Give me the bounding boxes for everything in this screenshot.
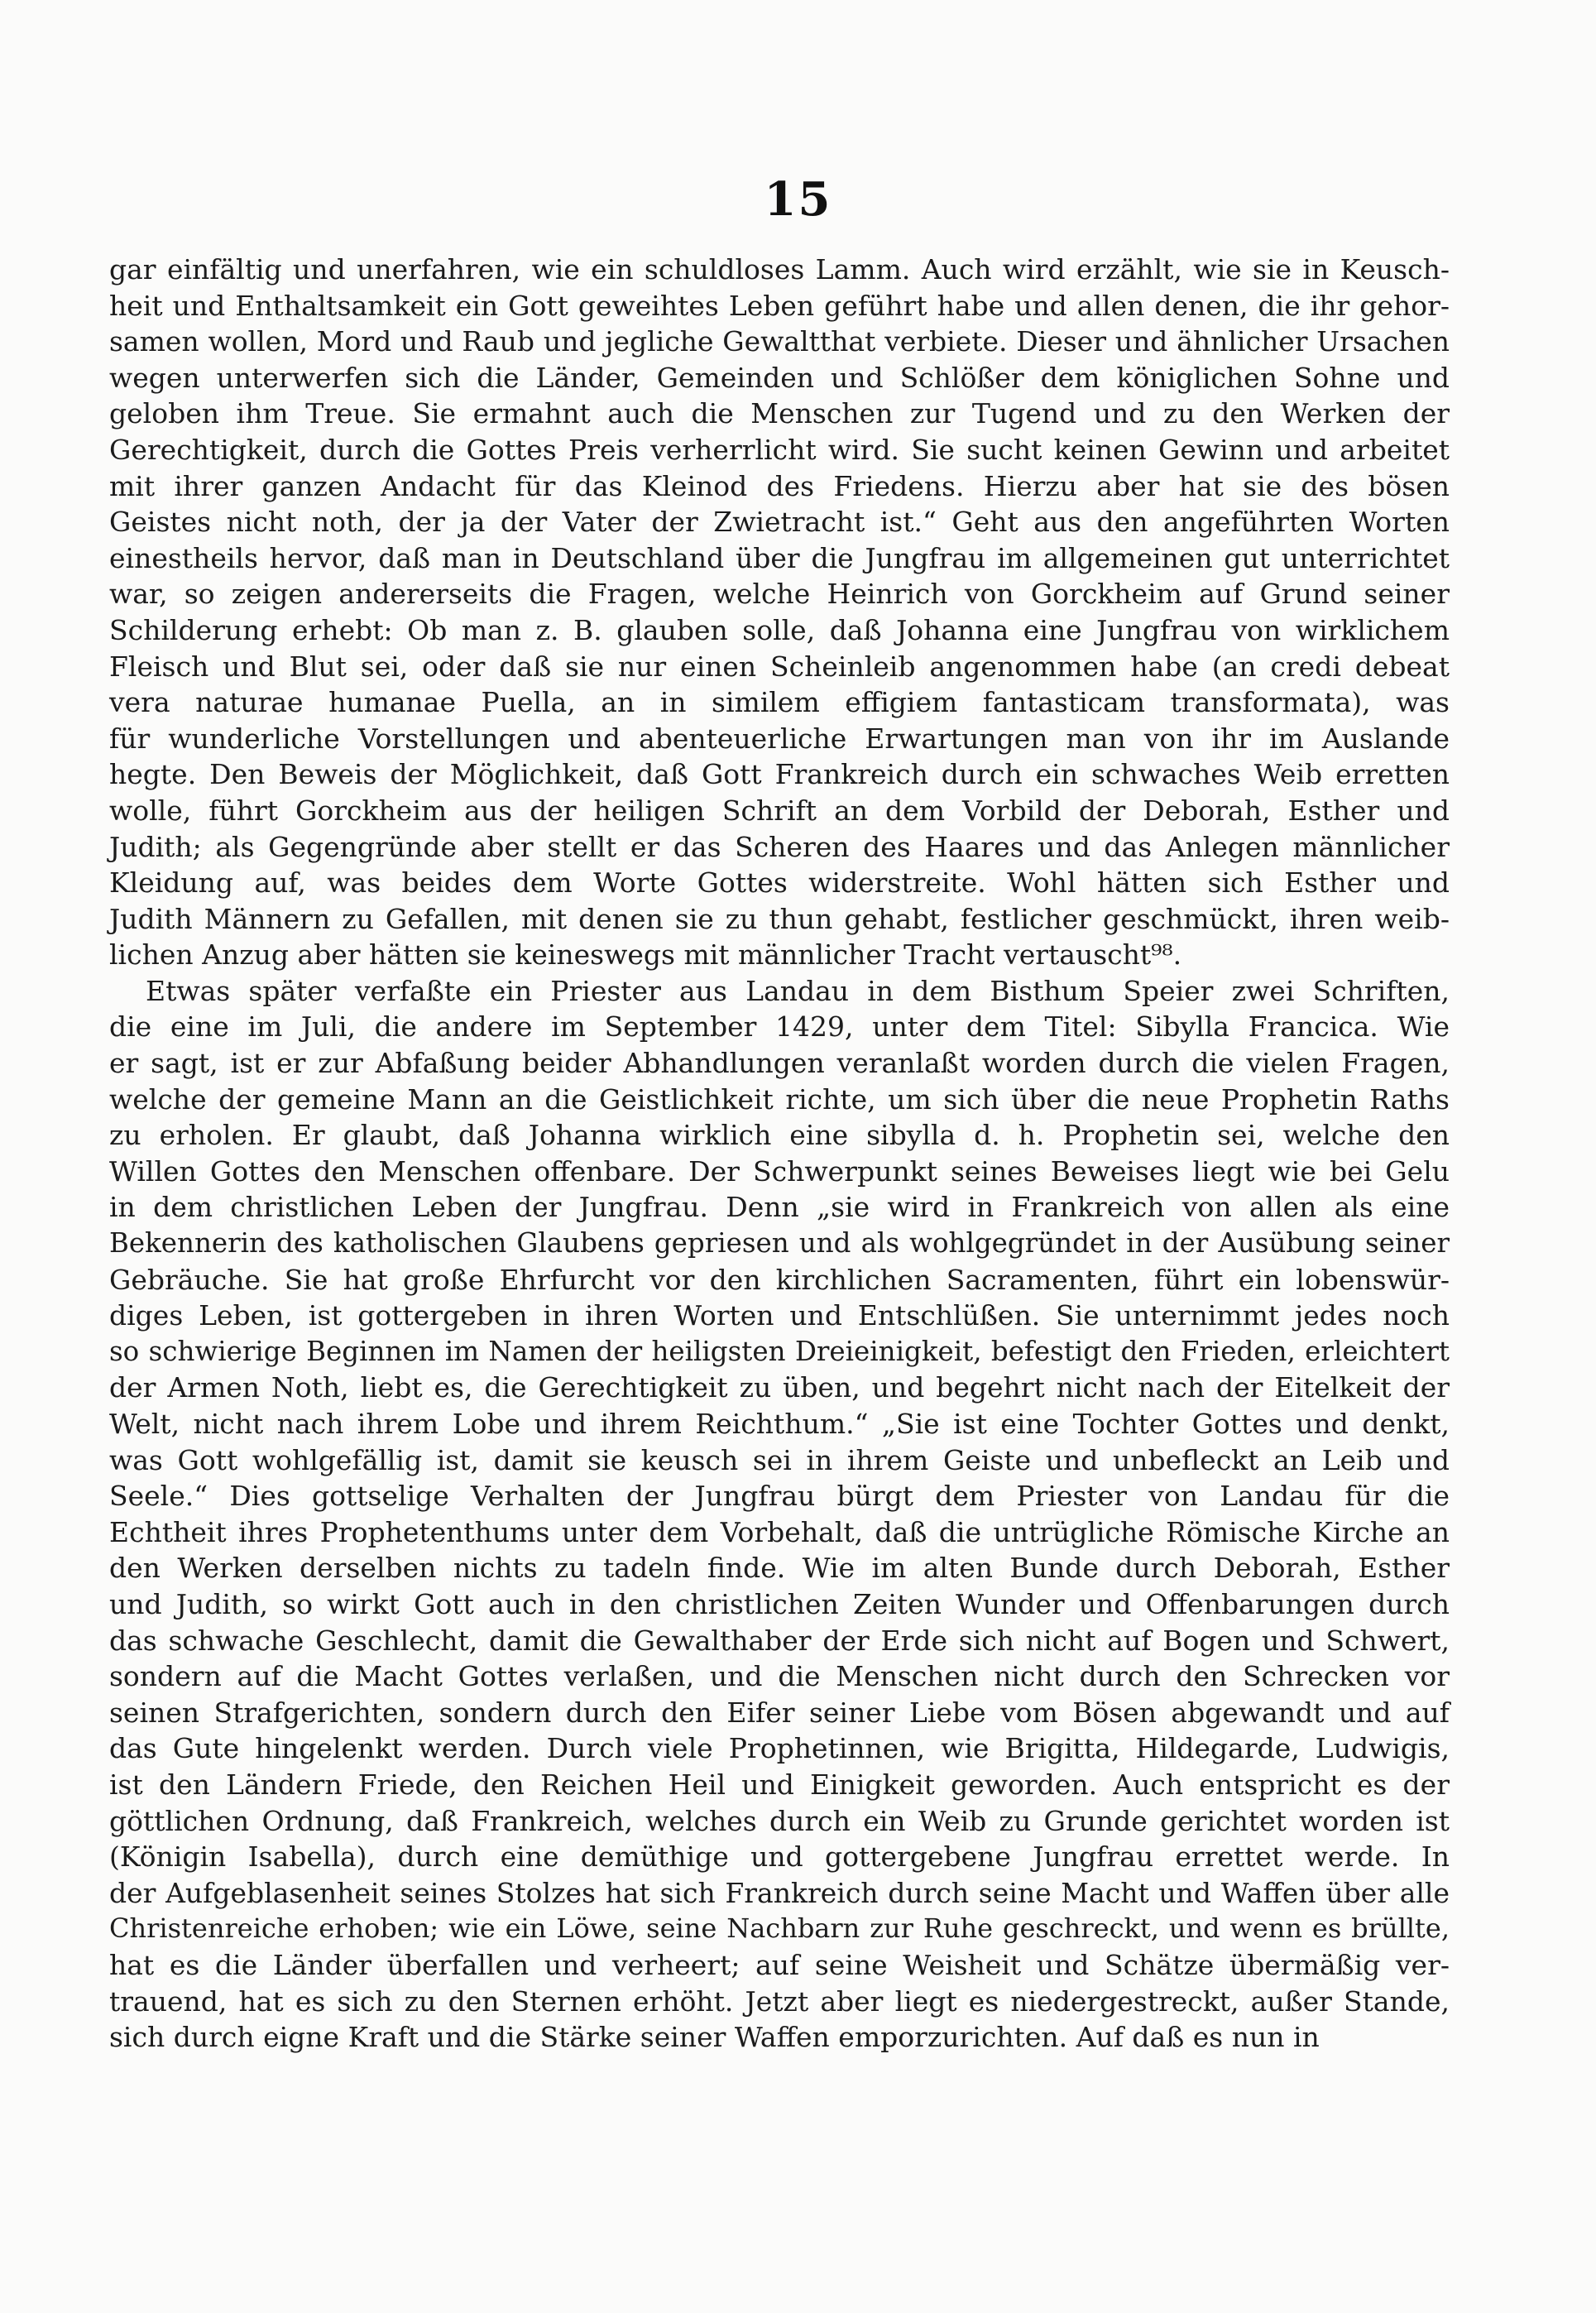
text-line: seinen Strafgerichten, sondern durch den Eifer seiner Liebe vom Bösen abgewandt und auf [109, 1696, 1450, 1729]
text-line: einestheils hervor, daß man in Deutschland über die Jungfrau im allgemeinen gut unterrichtet [109, 541, 1450, 574]
text-line: das schwache Geschlecht, damit die Gewalthaber der Erde sich nicht auf Bogen und Schwert, [109, 1624, 1450, 1657]
text-line: den Werken derselben nichts zu tadeln finde. Wie im alten Bunde durch Deborah, Esther [109, 1552, 1450, 1585]
text-line: diges Leben, ist gottergeben in ihren Worten und Entschlüßen. Sie unternimmt jedes noch [109, 1299, 1450, 1332]
text-line: gar einfältig und unerfahren, wie ein schuldloses Lamm. Auch wird erzählt, wie sie in Keusch- [109, 253, 1450, 286]
text-line: die eine im Juli, die andere im September 1429, unter dem Titel: Sibylla Francica. Wie [109, 1010, 1450, 1044]
text-line: war, so zeigen andererseits die Fragen, welche Heinrich von Gorckheim auf Grund seiner [109, 578, 1450, 611]
text-line: hat es die Länder überfallen und verheert; auf seine Weisheit und Schätze übermäßig ver- [109, 1948, 1450, 1981]
text-line: heit und Enthaltsamkeit ein Gott geweihtes Leben geführt habe und allen denen, die ihr gehor- [109, 289, 1450, 322]
text-line: und Judith, so wirkt Gott auch in den christlichen Zeiten Wunder und Offenbarungen durch [109, 1587, 1450, 1620]
text-line: Echtheit ihres Prophetenthums unter dem Vorbehalt, daß die untrügliche Römische Kirche an [109, 1515, 1450, 1548]
text-line: Geistes nicht noth, der ja der Vater der Zwietracht ist.“ Geht aus den angeführten Worten [109, 506, 1450, 539]
text-line: welche der gemeine Mann an die Geistlichkeit richte, um sich über die neue Prophetin Raths [109, 1082, 1450, 1116]
text-line: Schilderung erhebt: Ob man z. B. glauben solle, daß Johanna eine Jungfrau von wirklichem [109, 613, 1450, 646]
text-line: Kleidung auf, was beides dem Worte Gottes widerstreite. Wohl hätten sich Esther und [109, 866, 1450, 900]
text-line: ist den Ländern Friede, den Reichen Heil und Einigkeit geworden. Auch entspricht es der [109, 1768, 1450, 1801]
text-line: Etwas später verfaßte ein Priester aus Landau in dem Bisthum Speier zwei Schriften, [146, 974, 1450, 1007]
text-line: das Gute hingelenkt werden. Durch viele Prophetinnen, wie Brigitta, Hildegarde, Ludwigis, [109, 1732, 1450, 1765]
text-line: Willen Gottes den Menschen offenbare. Der Schwerpunkt seines Beweises liegt wie bei Gelu [109, 1154, 1450, 1188]
text-line: Christenreiche erhoben; wie ein Löwe, seine Nachbarn zur Ruhe geschreckt, und wenn es brüllte, [109, 1912, 1450, 1945]
text-line: geloben ihm Treue. Sie ermahnt auch die Menschen zur Tugend und zu den Werken der [109, 397, 1450, 430]
text-line: Gerechtigkeit, durch die Gottes Preis verherrlicht wird. Sie sucht keinen Gewinn und arbeitet [109, 433, 1450, 466]
text-line: trauend, hat es sich zu den Sternen erhöht. Jetzt aber liegt es niedergestreckt, außer Stande, [109, 1984, 1450, 2018]
text-line: Bekennerin des katholischen Glaubens gepriesen und als wohlgegründet in der Ausübung seiner [109, 1227, 1450, 1260]
text-line: mit ihrer ganzen Andacht für das Kleinod des Friedens. Hierzu aber hat sie des bösen [109, 469, 1450, 502]
text-line: lichen Anzug aber hätten sie keineswegs mit männlicher Tracht vertauscht⁹⁸. [109, 938, 1182, 972]
text-line: was Gott wohlgefällig ist, damit sie keusch sei in ihrem Geiste und unbefleckt an Leib und [109, 1443, 1450, 1476]
text-line: Fleisch und Blut sei, oder daß sie nur einen Scheinleib angenommen habe (an credi debeat [109, 650, 1450, 683]
text-line: Judith Männern zu Gefallen, mit denen sie zu thun gehabt, festlicher geschmückt, ihren weib- [109, 902, 1450, 935]
text-line: in dem christlichen Leben der Jungfrau. Denn „sie wird in Frankreich von allen als eine [109, 1191, 1450, 1224]
text-line: hegte. Den Beweis der Möglichkeit, daß Gott Frankreich durch ein schwaches Weib erretten [109, 758, 1450, 791]
text-line: (Königin Isabella), durch eine demüthige und gottergebene Jungfrau errettet werde. In [109, 1840, 1450, 1874]
text-line: wegen unterwerfen sich die Länder, Gemeinden und Schlößer dem königlichen Sohne und [109, 361, 1450, 394]
text-line: er sagt, ist er zur Abfaßung beider Abhandlungen veranlaßt worden durch die vielen Fragen, [109, 1047, 1450, 1080]
text-line: vera naturae humanae Puella, an in similem effigiem fantasticam transformata), was [109, 686, 1450, 719]
text-line: göttlichen Ordnung, daß Frankreich, welches durch ein Weib zu Grunde gerichtet worden ist [109, 1804, 1450, 1837]
body-text [109, 252, 1450, 2056]
text-line: so schwierige Beginnen im Namen der heiligsten Dreieinigkeit, befestigt den Frieden, erleichtert [109, 1335, 1450, 1367]
text-line: für wunderliche Vorstellungen und abenteuerliche Erwartungen man von ihr im Auslande [109, 722, 1450, 755]
text-line: wolle, führt Gorckheim aus der heiligen Schrift an dem Vorbild der Deborah, Esther und [109, 794, 1450, 827]
text-line: samen wollen, Mord und Raub und jegliche Gewaltthat verbiete. Dieser und ähnlicher Ursachen [109, 325, 1450, 358]
text-line: zu erholen. Er glaubt, daß Johanna wirklich eine sibylla d. h. Prophetin sei, welche den [109, 1119, 1450, 1152]
text-line: sich durch eigne Kraft und die Stärke seiner Waffen emporzurichten. Auf daß es nun in [109, 2021, 1320, 2054]
text-line: Welt, nicht nach ihrem Lobe und ihrem Reichthum.“ „Sie ist eine Tochter Gottes und denkt, [109, 1408, 1450, 1440]
text-line: der Armen Noth, liebt es, die Gerechtigkeit zu üben, und begehrt nicht nach der Eitelkeit der [109, 1371, 1450, 1404]
text-line: Seele.“ Dies gottselige Verhalten der Jungfrau bürgt dem Priester von Landau für die [109, 1480, 1450, 1513]
page-number: 15 [764, 172, 832, 227]
text-line: sondern auf die Macht Gottes verlaßen, und die Menschen nicht durch den Schrecken vor [109, 1660, 1450, 1693]
text-line: der Aufgeblasenheit seines Stolzes hat sich Frankreich durch seine Macht und Waffen über alle [109, 1876, 1450, 1909]
text-line: Gebräuche. Sie hat große Ehrfurcht vor den kirchlichen Sacramenten, führt ein lobenswür- [109, 1263, 1450, 1296]
text-line: Judith; als Gegengründe aber stellt er das Scheren des Haares und das Anlegen männlicher [109, 830, 1450, 863]
